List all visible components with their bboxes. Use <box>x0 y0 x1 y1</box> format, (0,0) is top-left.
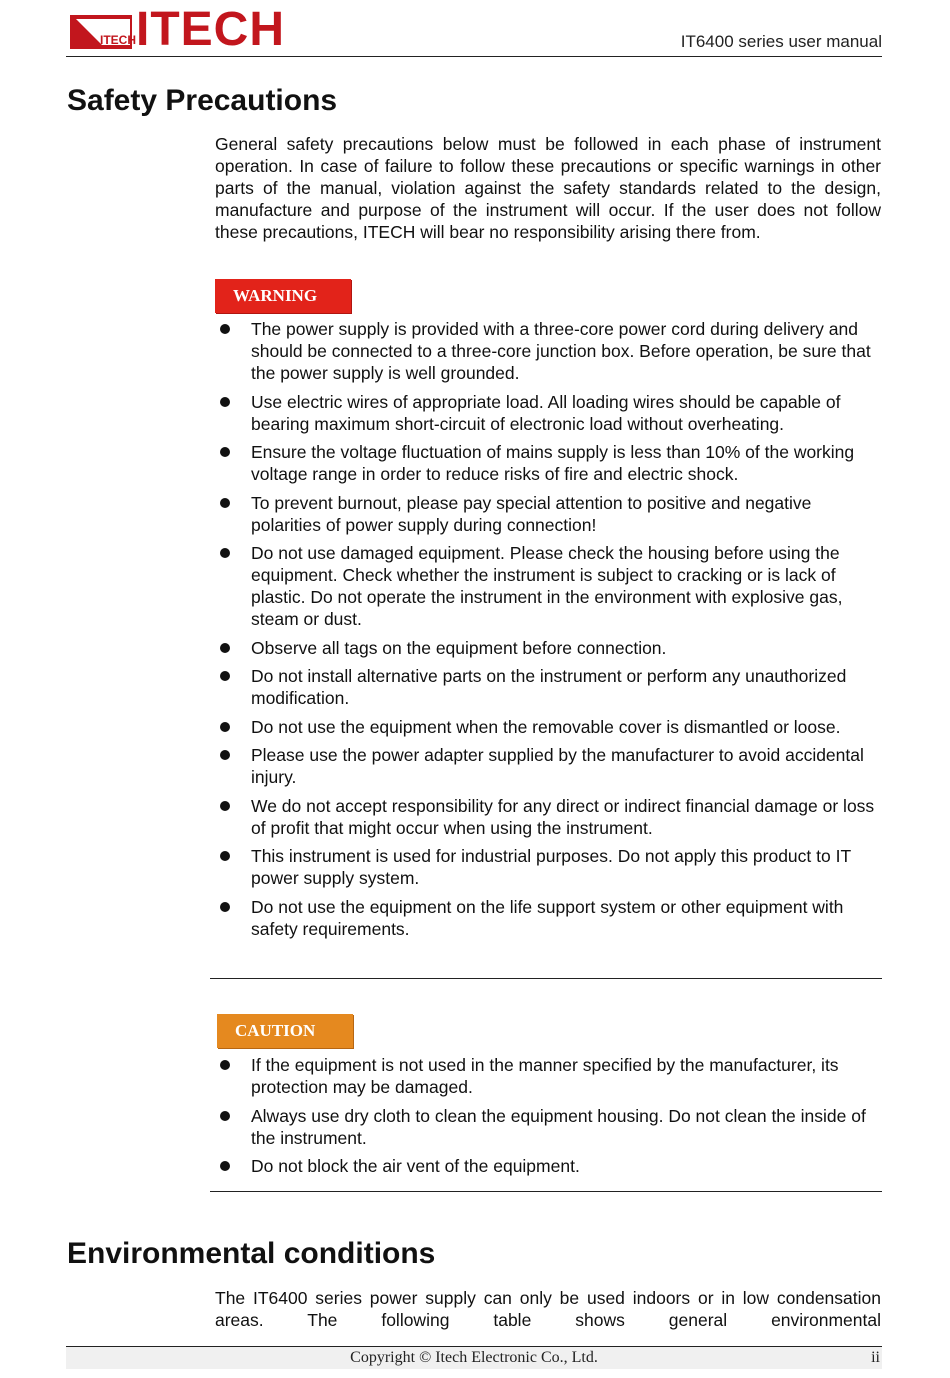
caution-label: CAUTION <box>235 1021 316 1040</box>
logo-mark-icon <box>70 15 136 49</box>
bullet-icon <box>220 447 230 457</box>
list-item <box>215 896 885 940</box>
bullet-icon <box>220 548 230 558</box>
safety-intro: General safety precautions below must be followed in each phase of instrument operation. In case of failure to follow these precautions or specific warnings in other parts of the manual, violation against the safety standards related to the design, manufacture and purpose of the instrument will occur. If the user does not follow these precautions, ITECH will bear no responsibility arising there from. <box>215 134 881 242</box>
list-item-text: Do not install alternative parts on the instrument or perform any unauthorized modification. <box>251 666 847 708</box>
list-item-text: If the equipment is not used in the manner specified by the manufacturer, its protection may be damaged. <box>251 1055 839 1097</box>
list-item-text: Do not block the air vent of the equipment. <box>251 1156 580 1176</box>
bullet-icon <box>220 902 230 912</box>
list-item <box>215 845 885 889</box>
environment-heading: Environmental conditions <box>67 1237 436 1270</box>
page-header <box>66 3 882 57</box>
list-item <box>215 542 885 630</box>
warning-list <box>215 318 885 946</box>
bullet-icon <box>220 1111 230 1121</box>
list-item-text: Observe all tags on the equipment before connection. <box>251 637 667 658</box>
list-item-text: The power supply is provided with a three-core power cord during delivery and should be connected to a three-core junction box. Before operation, be sure that the power supply is well grounded. <box>251 319 871 383</box>
list-item-text: Ensure the voltage fluctuation of mains supply is less than 10% of the working voltage range in order to reduce risks of fire and electric shock. <box>251 442 855 484</box>
caution-divider <box>210 1191 882 1192</box>
bullet-icon <box>220 324 230 334</box>
list-item-text: To prevent burnout, please pay special attention to positive and negative polarities of power supply during connection! <box>251 492 812 535</box>
list-item-text: We do not accept responsibility for any direct or indirect financial damage or loss of profit that might occur when using the instrument. <box>251 795 875 838</box>
list-item <box>215 665 885 709</box>
bullet-icon <box>220 1060 230 1070</box>
list-item-text: Please use the power adapter supplied by the manufacturer to avoid accidental injury. <box>251 745 864 787</box>
list-item <box>215 441 885 485</box>
list-item <box>215 795 885 839</box>
caution-list <box>215 1054 885 1184</box>
bullet-icon <box>220 750 230 760</box>
list-item <box>215 637 885 659</box>
list-item <box>215 391 885 435</box>
list-item-text: This instrument is used for industrial purposes. Do not apply this product to IT power supply system. <box>251 846 851 888</box>
bullet-icon <box>220 801 230 811</box>
list-item-text: Do not use the equipment when the removable cover is dismantled or loose. <box>251 716 841 737</box>
logo-small-text: ITECH <box>100 33 136 47</box>
list-item <box>215 492 885 536</box>
list-item-text: Use electric wires of appropriate load. All loading wires should be capable of bearing maximum short-circuit of electronic load without overheating. <box>251 391 841 434</box>
list-item <box>215 1054 885 1098</box>
bullet-icon <box>220 397 230 407</box>
list-item <box>215 1155 885 1177</box>
bullet-icon <box>220 851 230 861</box>
bullet-icon <box>220 643 230 653</box>
bullet-icon <box>220 671 230 681</box>
list-item <box>215 744 885 788</box>
list-item-text: Do not use damaged equipment. Please check the housing before using the equipment. Check whether the instrument is subject to cracking or is lack of plastic. Do not operate the instrument in the environment with explosive gas, steam or dust. <box>251 543 843 629</box>
list-item <box>215 716 885 738</box>
bullet-icon <box>220 498 230 508</box>
page-footer <box>66 1346 882 1369</box>
bullet-icon <box>220 1161 230 1171</box>
manual-title: IT6400 series user manual <box>680 32 882 51</box>
page-number: ii <box>871 1349 880 1366</box>
warning-label: WARNING <box>233 286 318 305</box>
caution-badge <box>217 1014 353 1048</box>
bullet-icon <box>220 722 230 732</box>
logo-text: ITECH <box>136 3 285 56</box>
list-item-text: Do not use the equipment on the life support system or other equipment with safety requirements. <box>251 896 844 939</box>
warning-divider <box>210 978 882 979</box>
list-item-text: Always use dry cloth to clean the equipment housing. Do not clean the inside of the instrument. <box>251 1105 866 1148</box>
safety-heading: Safety Precautions <box>67 84 338 117</box>
copyright-text: Copyright © Itech Electronic Co., Ltd. <box>350 1349 598 1366</box>
list-item <box>215 1105 885 1149</box>
list-item <box>215 318 885 384</box>
warning-badge <box>215 279 351 313</box>
itech-logo <box>70 3 285 56</box>
environment-intro: The IT6400 series power supply can only be used indoors or in low condensation areas. The following table shows general environmental <box>215 1288 881 1330</box>
